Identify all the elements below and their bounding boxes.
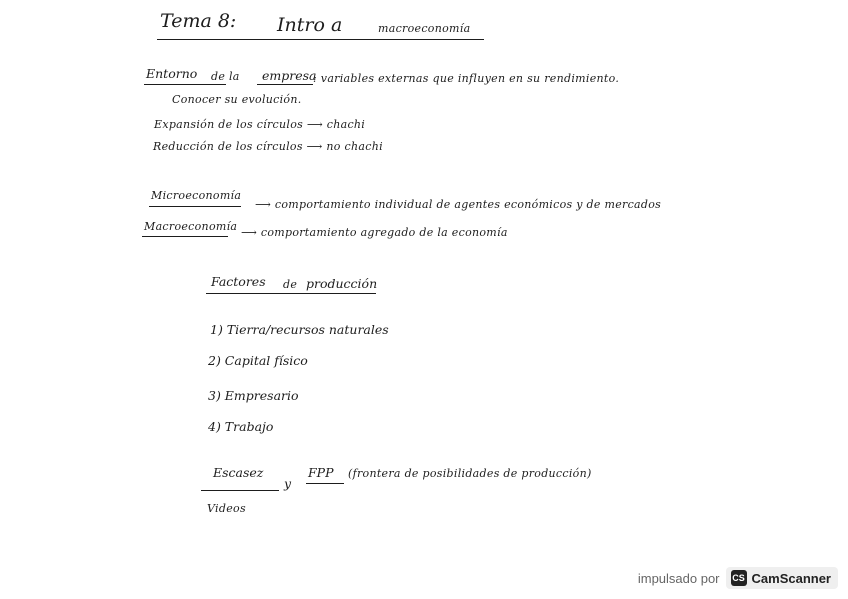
entorno-underline-2 — [257, 84, 313, 85]
micro-underline — [149, 206, 241, 207]
entorno-underline-1 — [144, 84, 226, 85]
scarcity-conj: y — [284, 476, 292, 491]
macro-definition: ⟶ comportamiento agregado de la economía — [241, 226, 508, 239]
macro-term: Macroeconomía — [144, 220, 238, 233]
scarcity-term: Escasez — [213, 465, 264, 480]
title-topic: macroeconomía — [378, 22, 471, 35]
fpp-definition: (frontera de posibilidades de producción) — [348, 467, 592, 480]
entorno-term-dela: de la — [211, 70, 240, 83]
entorno-term: Entorno — [146, 66, 198, 81]
camscanner-logo-icon: CS — [731, 570, 747, 586]
title-intro: Intro a — [277, 14, 343, 36]
camscanner-watermark — [638, 567, 838, 589]
entorno-definition: : variables externas que influyen en su rendimiento. — [313, 72, 620, 85]
title-underline — [157, 39, 484, 40]
micro-term: Microeconomía — [151, 189, 242, 202]
scarcity-underline — [201, 490, 279, 491]
camscanner-badge — [726, 567, 838, 589]
entorno-term-empresa: empresa — [262, 68, 317, 83]
micro-definition: ⟶ comportamiento individual de agentes económicos y de mercados — [255, 198, 662, 211]
entorno-note: Conocer su evolución. — [172, 93, 302, 106]
circles-expansion: Expansión de los círculos ⟶ chachi — [154, 118, 366, 131]
fpp-underline — [306, 483, 344, 484]
factors-heading-produccion: producción — [306, 276, 378, 291]
factor-item: 4) Trabajo — [208, 419, 274, 434]
title-tema: Tema 8: — [160, 10, 237, 32]
fpp-term: FPP — [308, 465, 334, 480]
factor-item: 2) Capital físico — [208, 353, 308, 368]
videos-label: Videos — [207, 502, 246, 515]
factors-underline — [206, 293, 376, 294]
watermark-brand: CamScanner — [751, 570, 831, 586]
factors-heading-factores: Factores — [211, 274, 266, 289]
macro-underline — [142, 236, 228, 237]
factors-heading-de: de — [283, 278, 298, 291]
factor-item: 1) Tierra/recursos naturales — [210, 322, 389, 337]
watermark-prefix: impulsado por — [637, 570, 720, 586]
factor-item: 3) Empresario — [208, 388, 299, 403]
circles-reduction: Reducción de los círculos ⟶ no chachi — [153, 140, 383, 153]
